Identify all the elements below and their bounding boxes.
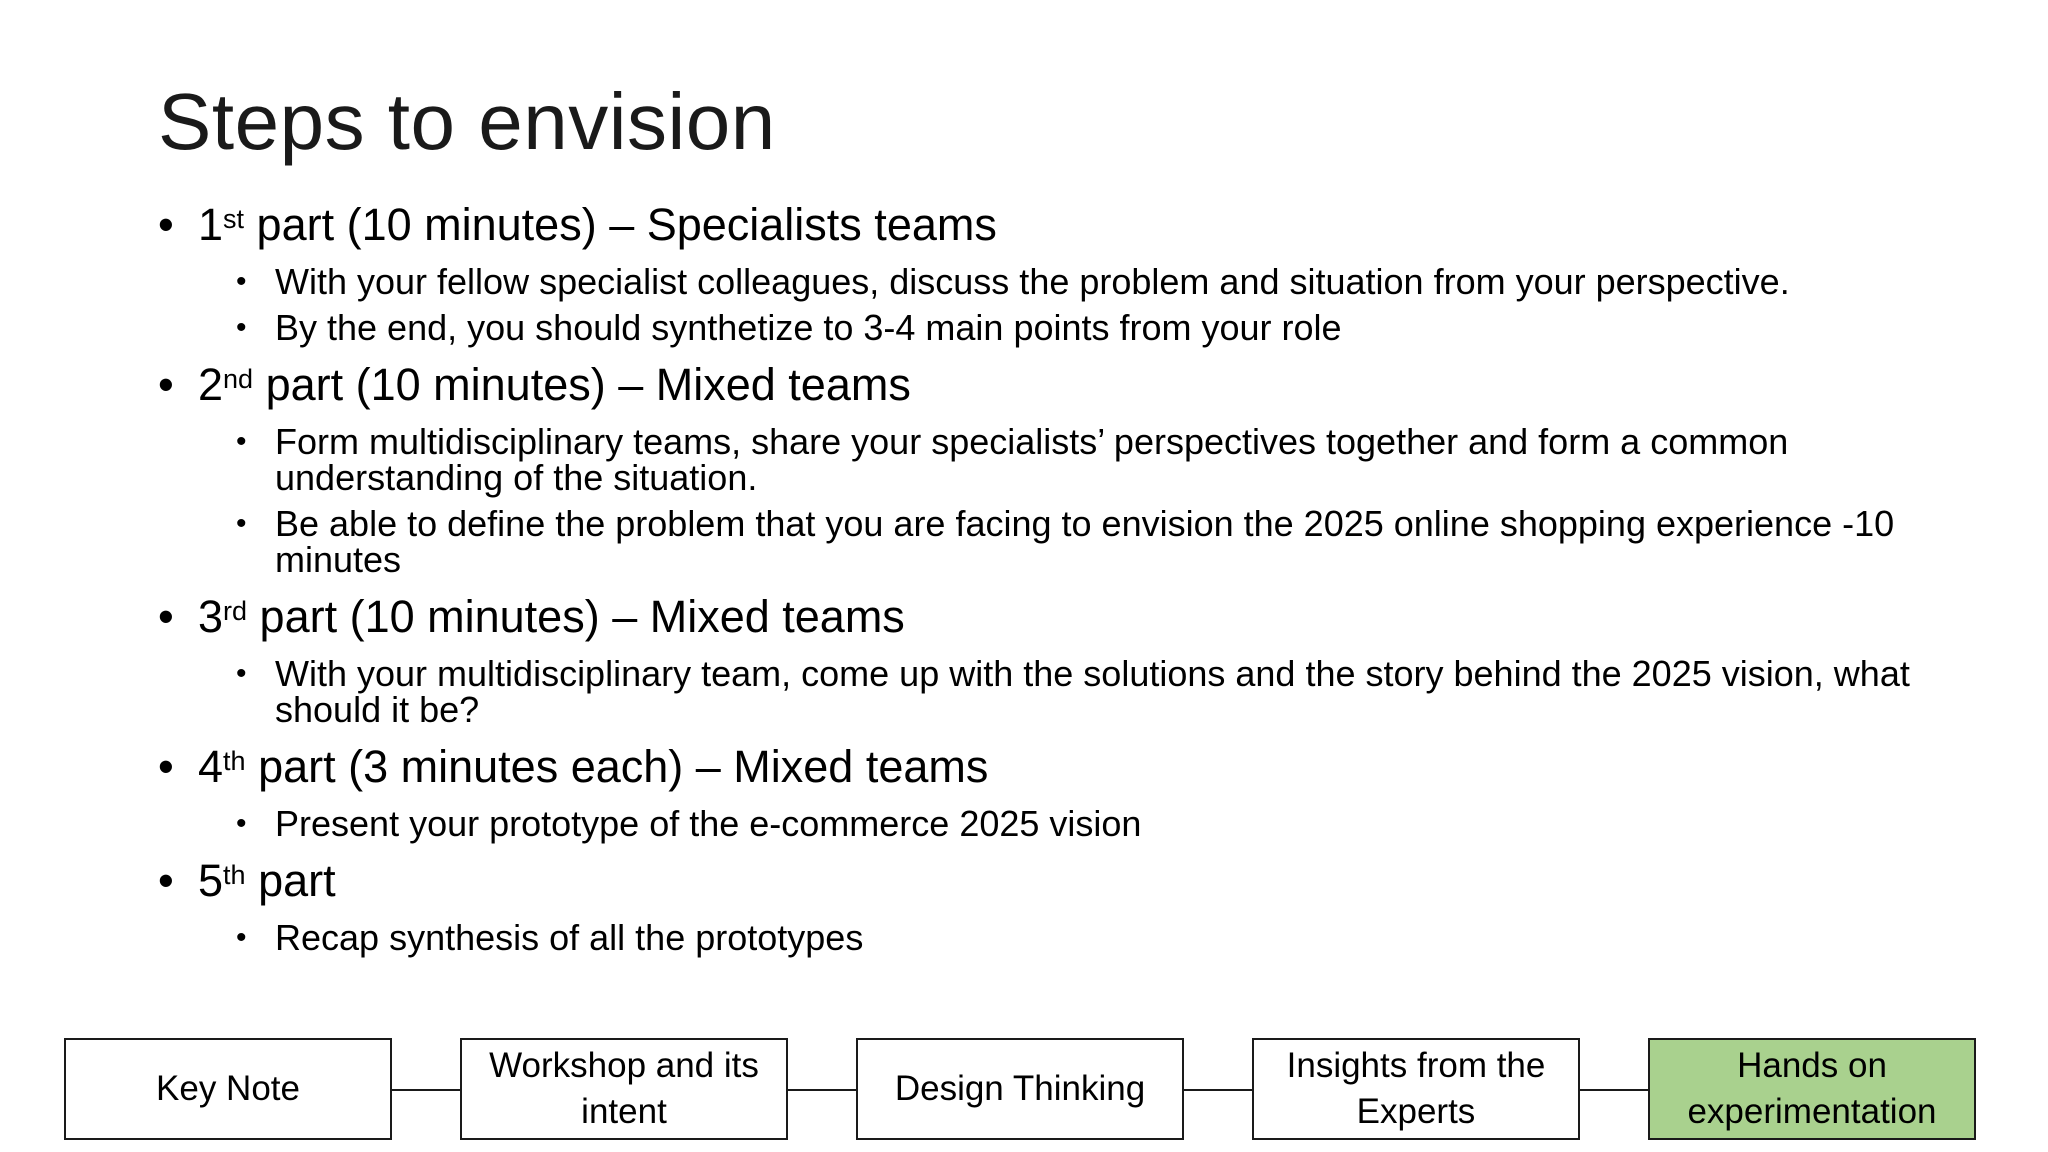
ordinal-suffix: rd	[223, 596, 248, 626]
flow-step-label-line: intent	[581, 1092, 667, 1131]
bullet-icon: •	[236, 807, 247, 840]
flow-step-design-thinking	[856, 1038, 1184, 1140]
bullet-icon: •	[158, 855, 174, 906]
list-item-text: With your multidisciplinary team, come up with the solutions and the story behind the 2025 vision, what should it be?	[275, 653, 1910, 730]
list-item-text: Form multidisciplinary teams, share your specialists’ perspectives together and form a common understanding of the situation.	[275, 421, 1789, 498]
list-item	[158, 917, 1918, 958]
part-heading	[158, 852, 1918, 910]
bullet-icon: •	[236, 311, 247, 344]
flow-connector	[392, 1089, 460, 1091]
part-number: 5	[198, 855, 224, 906]
slide-title: Steps to envision	[158, 77, 776, 166]
flow-step-label	[1687, 1043, 1936, 1135]
list-item	[158, 307, 1918, 348]
part-number: 2	[198, 359, 224, 410]
flow-step-label: Design Thinking	[894, 1069, 1146, 1108]
part-heading	[158, 196, 1918, 254]
part-description: part (3 minutes each) – Mixed teams	[245, 741, 989, 792]
part-5	[158, 852, 1918, 956]
flow-step-key-note	[64, 1038, 392, 1140]
list-item	[158, 503, 1918, 580]
flow-step-label-line: Workshop and its	[489, 1046, 759, 1085]
part-number: 1	[198, 199, 224, 250]
flow-connector	[1184, 1089, 1252, 1091]
part-4	[158, 738, 1918, 842]
flow-connector	[1580, 1089, 1648, 1091]
part-number: 4	[198, 741, 224, 792]
bullet-icon: •	[158, 741, 174, 792]
flow-step-label-line: experimentation	[1687, 1092, 1937, 1131]
part-description: part (10 minutes) – Mixed teams	[247, 591, 905, 642]
flow-step-label-line: Experts	[1356, 1092, 1476, 1131]
list-item	[158, 653, 1918, 730]
flow-step-workshop	[460, 1038, 788, 1140]
part-3	[158, 588, 1918, 728]
bullet-icon: •	[158, 359, 174, 410]
bullet-icon: •	[236, 921, 247, 954]
list-item-text: Recap synthesis of all the prototypes	[275, 917, 864, 958]
list-item-text: Be able to define the problem that you are facing to envision the 2025 online shopping experience -10 minutes	[275, 503, 1895, 580]
part-2	[158, 356, 1918, 578]
steps-list	[158, 196, 1918, 966]
flow-connector	[788, 1089, 856, 1091]
ordinal-suffix: th	[223, 746, 246, 776]
part-description: part	[245, 855, 336, 906]
list-item	[158, 261, 1918, 302]
list-item	[158, 421, 1918, 498]
list-item-text: Present your prototype of the e-commerce 2025 vision	[275, 803, 1142, 844]
part-description: part (10 minutes) – Specialists teams	[244, 199, 997, 250]
flow-step-label-line: Hands on	[1737, 1046, 1887, 1085]
bullet-icon: •	[158, 199, 174, 250]
part-1	[158, 196, 1918, 346]
bullet-icon: •	[236, 507, 247, 540]
bullet-icon: •	[158, 591, 174, 642]
part-description: part (10 minutes) – Mixed teams	[253, 359, 911, 410]
flow-step-label: Key Note	[156, 1069, 300, 1108]
ordinal-suffix: th	[223, 860, 246, 890]
part-heading	[158, 738, 1918, 796]
process-flow	[64, 1038, 1978, 1142]
list-item	[158, 803, 1918, 844]
list-item-text: With your fellow specialist colleagues, discuss the problem and situation from your perspective.	[275, 261, 1790, 302]
bullet-icon: •	[236, 265, 247, 298]
ordinal-suffix: nd	[223, 364, 254, 394]
flow-step-label	[1287, 1043, 1546, 1135]
flow-step-insights	[1252, 1038, 1580, 1140]
part-heading	[158, 356, 1918, 414]
flow-step-label	[489, 1043, 759, 1135]
list-item-text: By the end, you should synthetize to 3-4 main points from your role	[275, 307, 1342, 348]
part-heading	[158, 588, 1918, 646]
ordinal-suffix: st	[223, 204, 245, 234]
flow-step-label-line: Insights from the	[1286, 1046, 1546, 1085]
flow-step-hands-on	[1648, 1038, 1976, 1140]
bullet-icon: •	[236, 657, 247, 690]
part-number: 3	[198, 591, 224, 642]
bullet-icon: •	[236, 425, 247, 458]
